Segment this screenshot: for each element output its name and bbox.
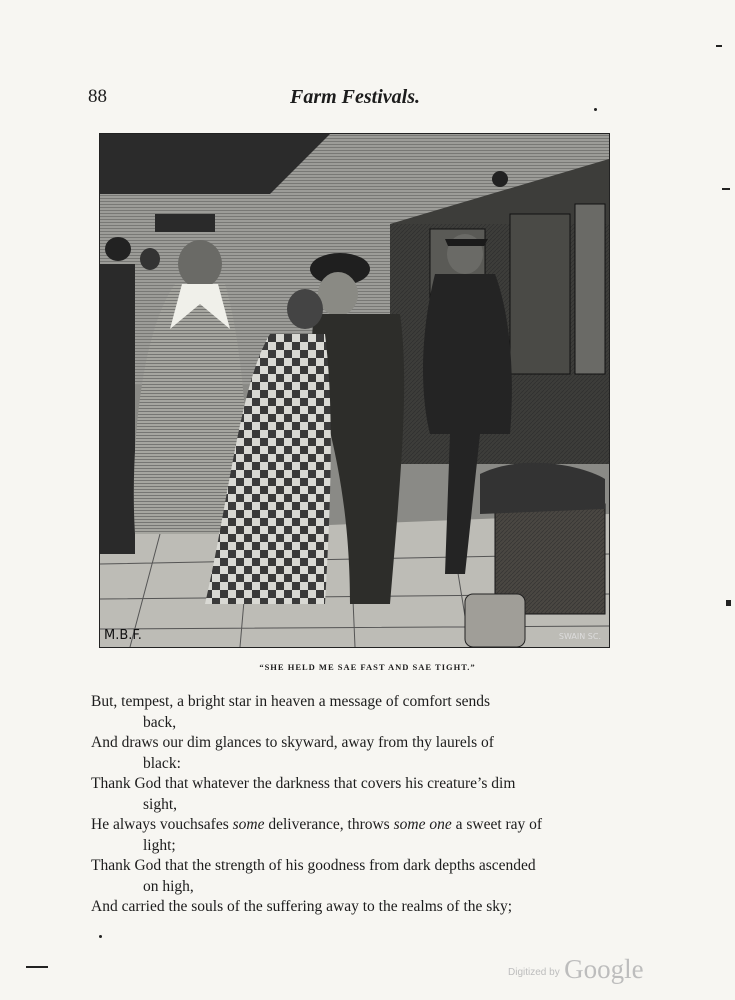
margin-tick xyxy=(26,966,48,968)
verse-text: He always vouchsafes xyxy=(91,816,233,833)
artist-monogram: M.B.F. xyxy=(104,628,142,643)
railway-platform-scene xyxy=(100,134,609,647)
watermark-prefix: Digitized by xyxy=(508,967,560,978)
verse-line: Thank God that whatever the darkness that covers his creature’s dim xyxy=(91,775,516,792)
verse-body xyxy=(91,692,631,918)
margin-tick xyxy=(726,600,731,606)
verse-line: Thank God that the strength of his goodness from dark depths ascended xyxy=(91,857,536,874)
verse-line: black: xyxy=(143,754,181,772)
digitized-watermark xyxy=(508,954,644,985)
verse-line: And draws our dim glances to skyward, away from thy laurels of xyxy=(91,734,494,751)
verse-line xyxy=(91,815,631,836)
verse-emphasis: some one xyxy=(393,816,452,833)
page-number: 88 xyxy=(88,86,107,107)
verse-line: light; xyxy=(143,836,176,854)
illustration-caption: “SHE HELD ME SAE FAST AND SAE TIGHT.” xyxy=(259,662,476,672)
engraving-illustration xyxy=(99,133,610,648)
verse-line: on high, xyxy=(143,877,194,895)
verse-line: sight, xyxy=(143,795,178,813)
margin-tick xyxy=(716,45,722,47)
google-logo: Google xyxy=(564,954,644,984)
scan-mark xyxy=(594,108,597,111)
verse-text: deliverance, throws xyxy=(264,816,394,833)
verse-emphasis: some xyxy=(232,816,265,833)
engraver-signature: SWAIN SC. xyxy=(558,632,601,641)
verse-line: And carried the souls of the suffering away to the realms of the sky; xyxy=(91,898,513,915)
running-head: Farm Festivals. xyxy=(290,86,421,108)
verse-line: But, tempest, a bright star in heaven a message of comfort sends xyxy=(91,693,491,710)
verse-text: a sweet ray of xyxy=(451,816,543,833)
verse-line: back, xyxy=(143,713,177,731)
margin-tick xyxy=(722,188,730,190)
scan-mark xyxy=(99,935,102,938)
